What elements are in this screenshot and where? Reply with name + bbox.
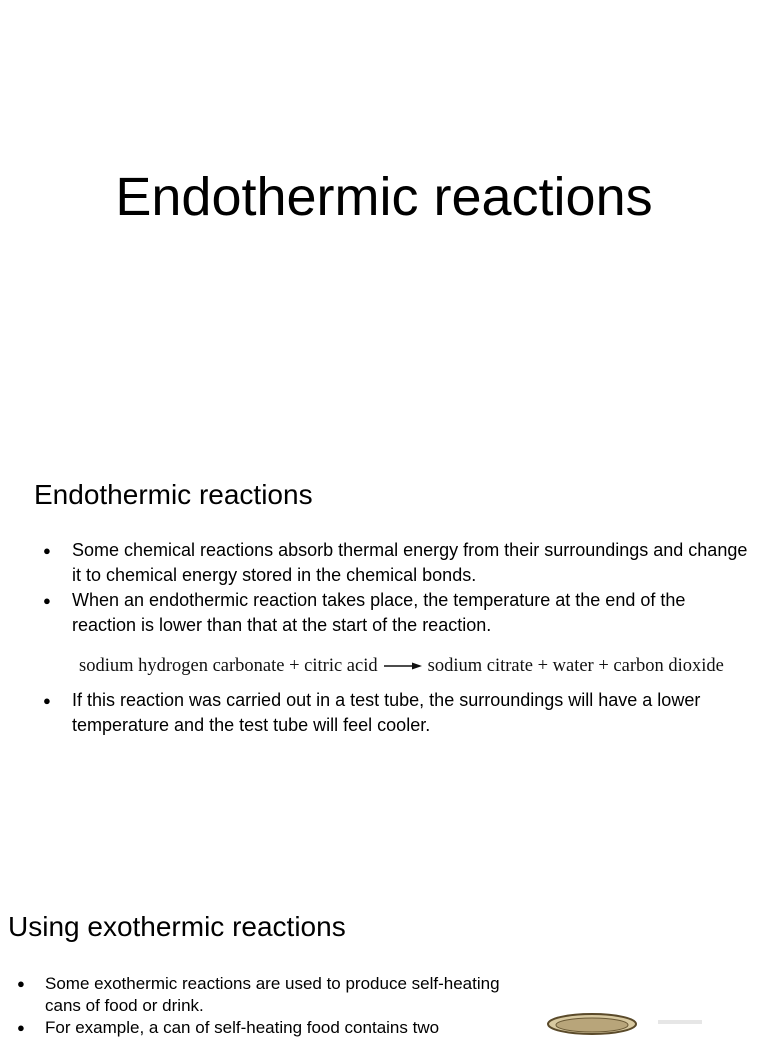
- word-equation-image: [79, 654, 724, 678]
- list-item: [43, 588, 752, 638]
- bullet-dot-icon: ●: [17, 1020, 25, 1035]
- list-item: [17, 1017, 525, 1039]
- bullet-text: Some exothermic reactions are used to produce self-heating cans of food or drink.: [45, 974, 500, 1015]
- equation-products: sodium citrate + water + carbon dioxide: [427, 656, 724, 676]
- bullet-list-endothermic: [43, 538, 752, 638]
- bullet-dot-icon: ●: [43, 693, 51, 708]
- bullet-dot-icon: ●: [17, 976, 25, 991]
- bullet-dot-icon: ●: [43, 593, 51, 608]
- list-item: [17, 973, 525, 1017]
- bullet-text: When an endothermic reaction takes place, the temperature at the end of the reaction is lower than that at the start of the reaction.: [72, 590, 686, 635]
- bullet-dot-icon: ●: [43, 543, 51, 558]
- bullet-list-self-heating: [17, 973, 525, 1039]
- equation-reactants: sodium hydrogen carbonate + citric acid: [79, 656, 378, 676]
- bullet-list-test-tube: [43, 688, 732, 738]
- slide-heading-exothermic-uses: Using exothermic reactions: [8, 911, 346, 942]
- slide-heading-endothermic: Endothermic reactions: [34, 479, 313, 510]
- bullet-text: If this reaction was carried out in a test tube, the surroundings will have a lower temperature and the test tube will feel cooler.: [72, 690, 701, 735]
- list-item: [43, 688, 732, 738]
- bullet-text: Some chemical reactions absorb thermal energy from their surroundings and change it to chemical energy stored in the chemical bonds.: [72, 540, 748, 585]
- list-item: [43, 538, 752, 588]
- reaction-arrow-icon: [384, 654, 422, 678]
- bullet-text: For example, a can of self-heating food contains two: [45, 1018, 440, 1037]
- title-slide-heading: Endothermic reactions: [115, 167, 653, 227]
- self-heating-can-image: [546, 1008, 726, 1024]
